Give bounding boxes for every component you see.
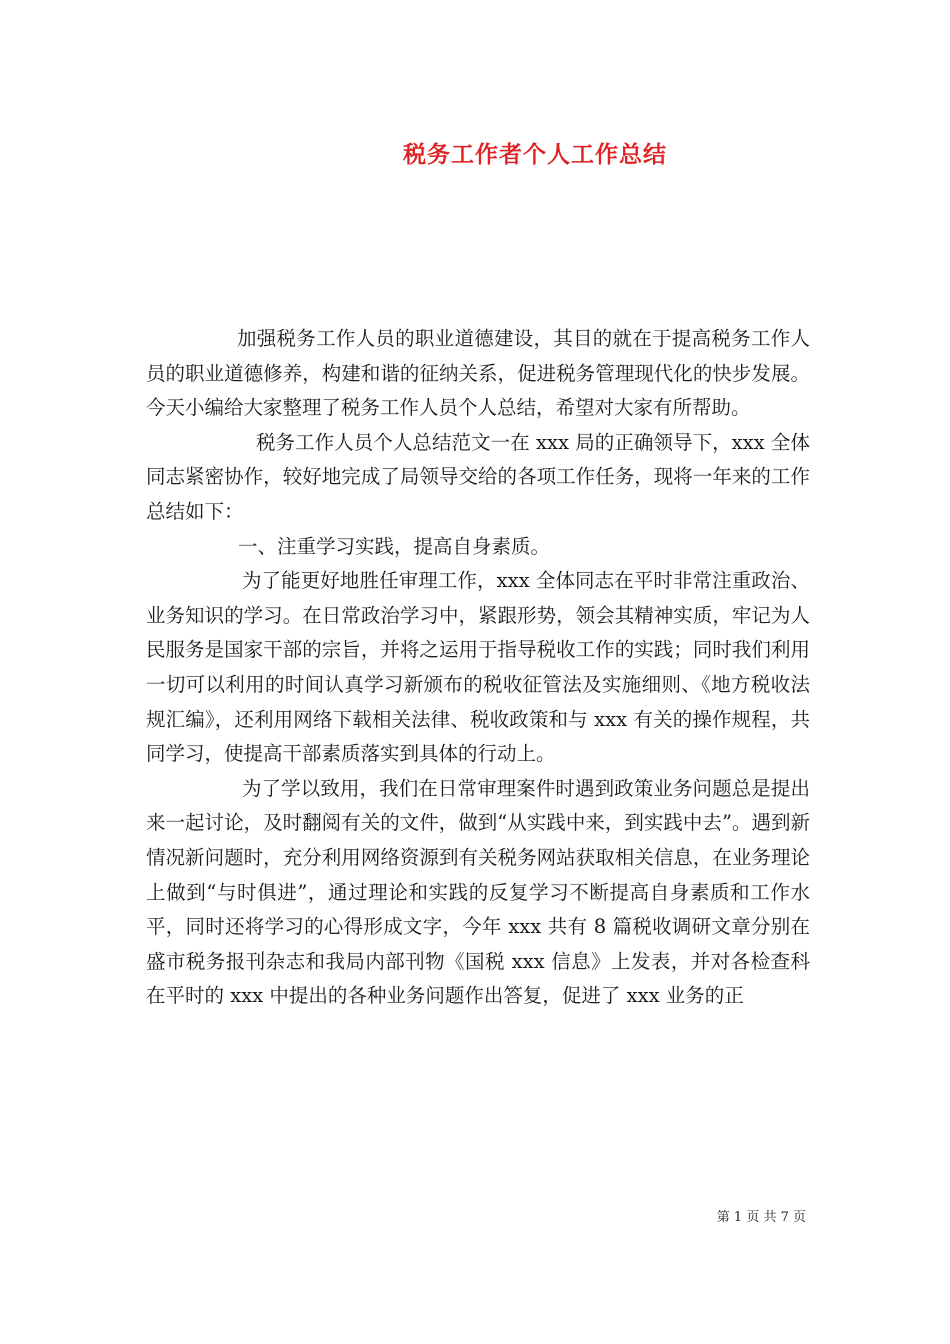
paragraph-intro: 加强税务工作人员的职业道德建设，其目的就在于提高税务工作人员的职业道德修养，构建和谐的征纳关系，促进税务管理现代化的快步发展。今天小编给大家整理了税务工作人员个人总结，希望对大家有所帮助。: [146, 327, 810, 420]
document-body: [146, 322, 810, 1014]
paragraph-study: 为了能更好地胜任审理工作，xxx 全体同志在平时非常注重政治、业务知识的学习。在日常政治学习中，紧跟形势，领会其精神实质，牢记为人民服务是国家干部的宗旨，并将之运用于指导税收工作的实践；同时我们利用一切可以利用的时间认真学习新颁布的税收征管法及实施细则、《地方税收法规汇编》，还利用网络下载相关法律、税收政策和与 xxx 有关的操作规程，共同学习，使提高干部素质落实到具体的行动上。: [146, 569, 810, 766]
section-heading-study: 一、注重学习实践，提高自身素质。: [238, 534, 551, 558]
page-number: 第 1 页 共 7 页: [716, 1210, 806, 1225]
paragraph-practice: 为了学以致用，我们在日常审理案件时遇到政策业务问题总是提出来一起讨论，及时翻阅有关的文件，做到“从实践中来，到实践中去”。遇到新情况新问题时，充分利用网络资源到有关税务网站获取相关信息，在业务理论上做到“与时俱进”，通过理论和实践的反复学习不断提高自身素质和工作水平，同时还将学习的心得形成文字，今年 xxx 共有 8 篇税收调研文章分别在盛市税务报刊杂志和我局内部刊物《国税 xxx 信息》上发表，并对各检查科在平时的 xxx 中提出的各种业务问题作出答复，促进了 xxx 业务的正: [146, 776, 810, 1008]
paragraph-sample-one: 税务工作人员个人总结范文一在 xxx 局的正确领导下，xxx 全体同志紧密协作，较好地完成了局领导交给的各项工作任务，现将一年来的工作总结如下：: [146, 430, 810, 523]
document-title: 税务工作者个人工作总结: [403, 141, 667, 168]
